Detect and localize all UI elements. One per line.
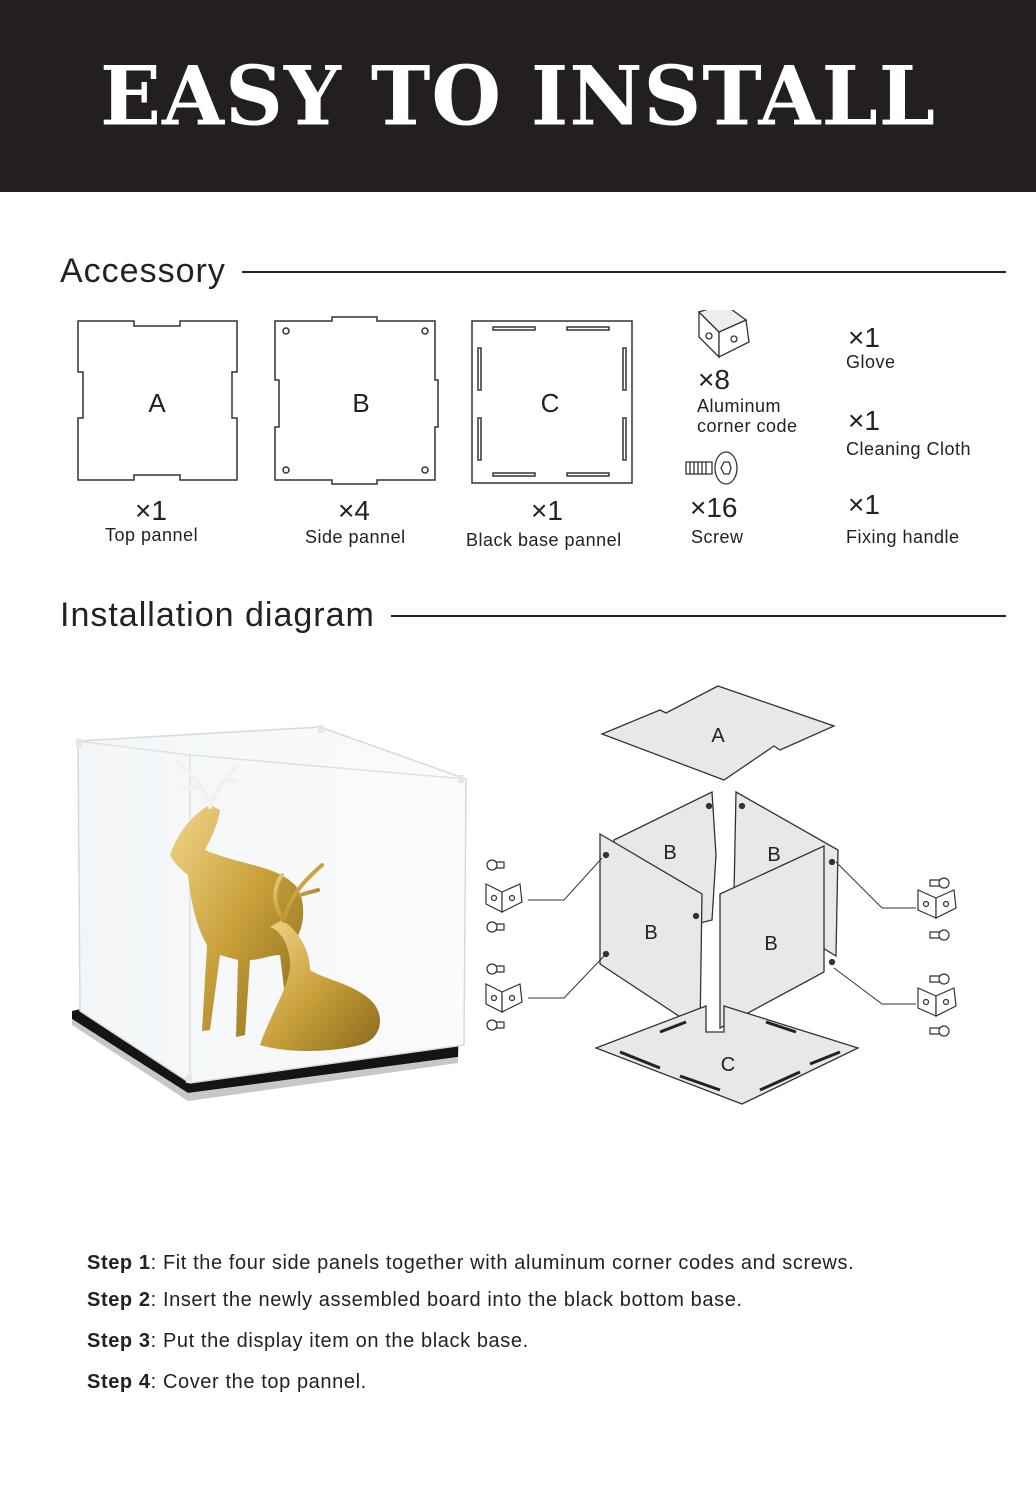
step-2-label: Step 2	[87, 1289, 151, 1311]
side-panel-name: Side pannel	[305, 527, 406, 547]
accessory-heading-label: Accessory	[60, 252, 226, 290]
page-title: EASY TO INSTALL	[100, 48, 936, 144]
diagram-label-a: A	[711, 725, 725, 747]
diagram-label-b-back-left: B	[663, 842, 677, 864]
glove-name: Glove	[846, 352, 896, 372]
corner-code-icon	[699, 310, 749, 357]
left-bracket-top-icon	[486, 860, 522, 932]
screw-icon	[686, 452, 737, 484]
product-photo	[60, 715, 480, 1105]
accessory-heading	[60, 252, 1006, 291]
installation-diagram	[480, 680, 1000, 1110]
corner-code-qty: ×8	[698, 364, 730, 395]
diagram-label-b-front-left: B	[644, 922, 658, 944]
diagram-label-b-back-right: B	[767, 844, 781, 866]
panel-b-letter: B	[352, 388, 370, 418]
handle-name: Fixing handle	[846, 527, 960, 547]
glove-qty: ×1	[848, 322, 880, 353]
step-3-label: Step 3	[87, 1330, 151, 1352]
step-3-text: : Put the display item on the black base.	[150, 1330, 529, 1352]
installation-heading	[60, 596, 1006, 635]
cloth-qty: ×1	[848, 405, 880, 436]
screw-name: Screw	[691, 527, 744, 547]
base-panel-qty: ×1	[531, 495, 563, 526]
top-panel-name: Top pannel	[105, 525, 199, 545]
accessory-panels-drawing	[0, 310, 1036, 500]
side-panel-qty: ×4	[338, 495, 370, 526]
accessory-heading-rule	[242, 271, 1006, 273]
installation-steps	[87, 1252, 854, 1408]
step-4	[87, 1371, 854, 1394]
step-4-text: : Cover the top pannel.	[150, 1371, 367, 1393]
screw-qty: ×16	[690, 492, 738, 523]
step-2-text: : Insert the newly assembled board into the black bottom base.	[150, 1289, 743, 1311]
installation-heading-rule	[391, 615, 1006, 617]
installation-heading-label: Installation diagram	[60, 596, 375, 634]
right-bracket-bottom-icon	[918, 974, 956, 1036]
step-1	[87, 1252, 854, 1275]
step-2	[87, 1289, 854, 1312]
step-1-label: Step 1	[87, 1252, 151, 1274]
panel-c-letter: C	[540, 388, 560, 418]
right-bracket-top-icon	[918, 878, 956, 940]
panel-a-letter: A	[148, 388, 166, 418]
cloth-name: Cleaning Cloth	[846, 439, 972, 459]
left-bracket-bottom-icon	[486, 964, 522, 1030]
top-panel-qty: ×1	[135, 495, 167, 526]
step-4-label: Step 4	[87, 1371, 151, 1393]
step-3	[87, 1330, 854, 1353]
diagram-label-b-front-right: B	[764, 933, 778, 955]
step-1-text: : Fit the four side panels together with aluminum corner codes and screws.	[150, 1252, 855, 1274]
base-panel-name: Black base pannel	[466, 530, 622, 550]
header-banner	[0, 0, 1036, 192]
corner-code-name-line2: corner code	[697, 416, 798, 436]
handle-qty: ×1	[848, 489, 880, 520]
diagram-label-c: C	[720, 1054, 736, 1076]
corner-code-name-line1: Aluminum	[697, 396, 782, 416]
